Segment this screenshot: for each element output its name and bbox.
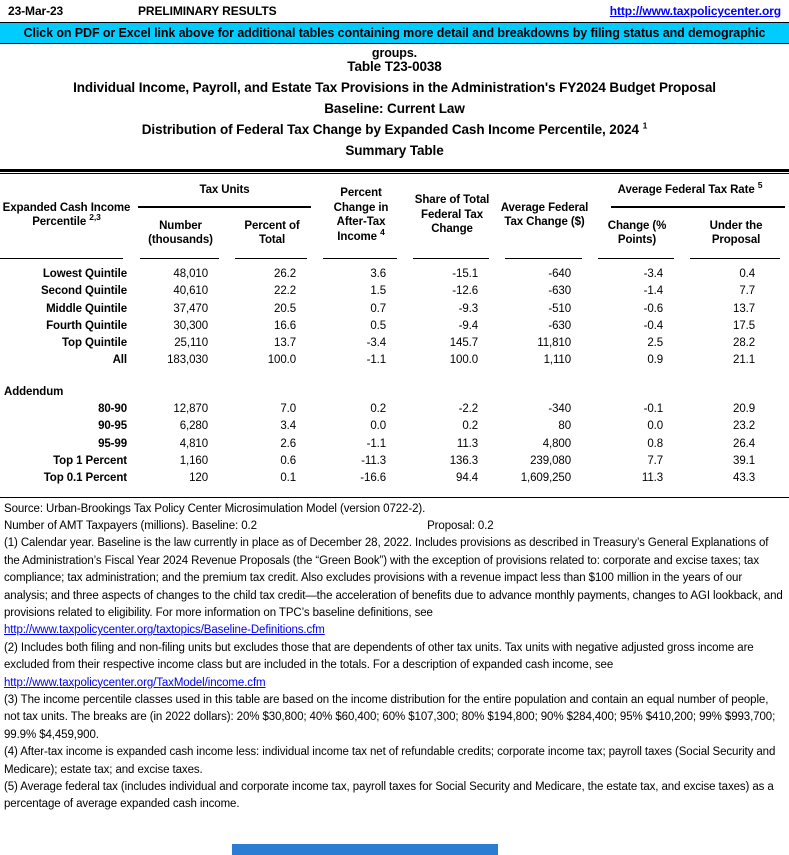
footnote-1: (1) Calendar year. Baseline is the law currently in place as of December 28, 2022. Includes provisions as described in Treasury’s General Explanations of the Administration’s Fiscal Year 2024 Revenue Proposals (the “Green Book”) with the exception of provisions related to: corporate and excise taxes; tax compliance; tax administration; and the premium tax credit. Also excludes provisions with a revenue impact less than $100 million in the years of our analysis; and three aspects of changes to the child tax credit—the acceleration of benefits due to advance monthly payments, changes to AGI lookback, and provisions related to eligibility. For more information on TPC’s baseline definitions, see bbox=[4, 537, 783, 619]
row-label: All bbox=[112, 354, 127, 367]
distribution-table bbox=[0, 174, 789, 488]
cell: 11.3 bbox=[641, 472, 664, 485]
table-row bbox=[0, 283, 789, 300]
cell: -9.4 bbox=[458, 319, 479, 332]
cell: 13.7 bbox=[733, 302, 756, 315]
footnote-ref-4: 4 bbox=[380, 226, 385, 237]
cell: 0.0 bbox=[647, 420, 664, 433]
table-row bbox=[0, 401, 789, 418]
cell: 13.7 bbox=[274, 337, 297, 350]
table-row bbox=[0, 453, 789, 470]
cell: 28.2 bbox=[733, 337, 756, 350]
baseline-definitions-link[interactable]: http://www.taxpolicycenter.org/taxtopics/Baseline-Definitions.cfm bbox=[4, 624, 325, 637]
cell: 80 bbox=[558, 420, 572, 433]
cell: 100.0 bbox=[267, 354, 297, 367]
header-group-avg-federal-tax-rate: Average Federal Tax Rate $^5$ bbox=[591, 174, 789, 210]
footnote-2: (2) Includes both filing and non-filing units but excludes those that are dependents of other tax units. Tax units with negative adjusted gross income are excluded from their respective income class but are included in the totals. For a description of expanded cash income, see bbox=[4, 641, 754, 672]
cell: 39.1 bbox=[733, 454, 756, 467]
cell: 20.5 bbox=[274, 302, 297, 315]
footnotes bbox=[0, 498, 789, 814]
cell: 0.0 bbox=[370, 420, 387, 433]
baseline-title: Baseline: Current Law bbox=[324, 101, 465, 116]
cell: 0.1 bbox=[280, 472, 297, 485]
addendum-row bbox=[0, 384, 789, 401]
summary-title: Summary Table bbox=[345, 143, 444, 158]
cell: 0.7 bbox=[370, 302, 387, 315]
cell: 0.2 bbox=[370, 403, 387, 416]
addendum-label: Addendum bbox=[4, 385, 64, 398]
cell: -630 bbox=[548, 285, 572, 298]
cell: 17.5 bbox=[733, 319, 756, 332]
footnote-ref-2-3: 2,3 bbox=[89, 212, 101, 223]
cell: 94.4 bbox=[456, 472, 479, 485]
cell: -15.1 bbox=[452, 268, 479, 280]
report-date: 23-Mar-23 bbox=[8, 4, 64, 18]
row-label: Fourth Quintile bbox=[46, 319, 127, 332]
cell: 16.6 bbox=[274, 319, 297, 332]
cell: 43.3 bbox=[733, 472, 756, 485]
source-line: Source: Urban-Brookings Tax Policy Center Microsimulation Model (version 0722-2). bbox=[4, 502, 426, 515]
cell: 0.5 bbox=[370, 319, 387, 332]
top-meta-row bbox=[0, 0, 789, 22]
cell: 2.5 bbox=[647, 337, 664, 350]
cell: 0.9 bbox=[647, 354, 664, 367]
main-title: Individual Income, Payroll, and Estate Tax Provisions in the Administration's FY2024 Budget Proposal bbox=[73, 80, 716, 95]
cell: 48,010 bbox=[173, 268, 208, 280]
cell: 0.8 bbox=[647, 437, 664, 450]
cell: -16.6 bbox=[360, 472, 387, 485]
cell: 21.1 bbox=[733, 354, 756, 367]
table-row bbox=[0, 335, 789, 352]
row-label: Top 1 Percent bbox=[53, 454, 127, 467]
footnote-3: (3) The income percentile classes used in this table are based on the income distribution for the entire population and contain an equal number of people, not tax units. The breaks are (in 2022 dollars): 20% $30,800; 40% $60,400; 60% $107,300; 80% $194,800; 90% $284,400; 95% $410,200; 99% $993,700; 99.9% $4,459,900. bbox=[4, 694, 776, 741]
table-row bbox=[0, 418, 789, 435]
cell: -1.1 bbox=[366, 354, 387, 367]
row-label: Lowest Quintile bbox=[42, 268, 127, 280]
header-expanded-cash-income: Expanded Cash Income Percentile $^{2,3}$ bbox=[0, 174, 133, 260]
cell: -3.4 bbox=[366, 337, 387, 350]
preliminary-results-label: PRELIMINARY RESULTS bbox=[138, 4, 277, 18]
cell: 0.2 bbox=[462, 420, 479, 433]
table-row bbox=[0, 301, 789, 318]
cell: 40,610 bbox=[173, 285, 208, 298]
cell: -1.4 bbox=[643, 285, 664, 298]
cell: 136.3 bbox=[449, 454, 479, 467]
table-row bbox=[0, 436, 789, 453]
cell: 1,609,250 bbox=[520, 472, 572, 485]
cell: -510 bbox=[548, 302, 572, 315]
header-under-proposal: Under the Proposal bbox=[683, 210, 789, 260]
row-label: 90-95 bbox=[98, 420, 127, 433]
row-label: Middle Quintile bbox=[46, 302, 127, 315]
footnote-ref-1: 1 bbox=[642, 120, 648, 131]
cell: 3.4 bbox=[280, 420, 297, 433]
footnote-5: (5) Average federal tax (includes individual and corporate income tax, payroll taxes for Social Security and Medicare, the estate tax, and excise taxes) as a percentage of average expanded cash income. bbox=[4, 781, 774, 811]
header-number-thousands: Number (thousands) bbox=[133, 210, 228, 260]
income-definition-link[interactable]: http://www.taxpolicycenter.org/TaxModel/income.cfm bbox=[4, 676, 266, 689]
cell: -0.6 bbox=[643, 302, 664, 315]
cell: 23.2 bbox=[733, 420, 756, 433]
cell: 20.9 bbox=[733, 403, 756, 416]
bottom-bar bbox=[232, 844, 498, 855]
cell: 120 bbox=[189, 472, 208, 485]
row-label: 80-90 bbox=[98, 403, 127, 416]
cell: -2.2 bbox=[458, 403, 479, 416]
table-row bbox=[0, 470, 789, 487]
cell: 1,110 bbox=[543, 354, 572, 367]
distribution-title: Distribution of Federal Tax Change by Expanded Cash Income Percentile, 2024 $^1$ bbox=[141, 120, 648, 137]
row-label: 95-99 bbox=[98, 437, 127, 450]
table-row bbox=[0, 352, 789, 369]
cell: 2.6 bbox=[280, 437, 297, 450]
header-share-of-total: Share of Total Federal Tax Change bbox=[406, 174, 498, 260]
cell: 11.3 bbox=[456, 437, 479, 450]
cell: 7.7 bbox=[647, 454, 664, 467]
cell: -640 bbox=[548, 268, 572, 280]
cell: 7.0 bbox=[280, 403, 297, 416]
table-number-title: Table T23-0038 bbox=[347, 59, 442, 74]
spacer-row bbox=[0, 370, 789, 384]
cell: -0.4 bbox=[643, 319, 664, 332]
cell: 26.2 bbox=[274, 268, 297, 280]
footnote-ref-5: 5 bbox=[757, 179, 763, 190]
amt-proposal: Proposal: 0.2 bbox=[427, 519, 494, 532]
cell: 100.0 bbox=[449, 354, 479, 367]
cell: 30,300 bbox=[173, 319, 208, 332]
cell: -1.1 bbox=[366, 437, 387, 450]
header-percent-of-total: Percent of Total bbox=[228, 210, 316, 260]
cell: 12,870 bbox=[173, 403, 208, 416]
cell: 7.7 bbox=[739, 285, 756, 298]
row-label: Second Quintile bbox=[40, 285, 127, 298]
cell: -12.6 bbox=[452, 285, 479, 298]
cell: -0.1 bbox=[643, 403, 664, 416]
footnote-4: (4) After-tax income is expanded cash income less: individual income tax net of refundable credits; corporate income tax; payroll taxes (Social Security and Medicare); estate tax; and excise taxes. bbox=[4, 746, 776, 776]
cell: 1,160 bbox=[179, 454, 208, 467]
cell: -9.3 bbox=[458, 302, 479, 315]
cell: 4,800 bbox=[542, 437, 572, 450]
cell: 25,110 bbox=[174, 337, 208, 350]
cell: 4,810 bbox=[179, 437, 208, 450]
cell: -340 bbox=[548, 403, 572, 416]
taxpolicycenter-link[interactable]: http://www.taxpolicycenter.org bbox=[609, 4, 781, 18]
cell: 1.5 bbox=[370, 285, 387, 298]
cell: -630 bbox=[548, 319, 572, 332]
cell: 183,030 bbox=[167, 354, 208, 367]
title-block bbox=[0, 56, 789, 161]
cell: 22.2 bbox=[274, 285, 297, 298]
cell: 26.4 bbox=[733, 437, 756, 450]
header-avg-federal-tax-change: Average Federal Tax Change ($) bbox=[498, 174, 591, 260]
cell: 239,080 bbox=[530, 454, 572, 467]
table-row bbox=[0, 318, 789, 335]
cell: 3.6 bbox=[370, 268, 387, 280]
cell: 0.6 bbox=[280, 454, 297, 467]
amt-line bbox=[4, 518, 783, 535]
cell: -11.3 bbox=[361, 454, 387, 467]
cell: -3.4 bbox=[643, 268, 664, 280]
cell: 37,470 bbox=[173, 302, 208, 315]
header-change-points: Change (% Points) bbox=[591, 210, 683, 260]
cell: 6,280 bbox=[179, 420, 208, 433]
row-label: Top 0.1 Percent bbox=[43, 472, 127, 485]
cell: 0.4 bbox=[739, 268, 756, 280]
header-pct-change-after-tax-income: Percent Change in After-Tax Income $^4$ bbox=[316, 174, 406, 260]
row-label: Top Quintile bbox=[61, 337, 127, 350]
table-row bbox=[0, 260, 789, 283]
amt-baseline: Number of AMT Taxpayers (millions). Baseline: 0.2 bbox=[4, 519, 257, 532]
cell: 145.7 bbox=[449, 337, 479, 350]
cell: 11,810 bbox=[537, 337, 572, 350]
header-group-tax-units: Tax Units bbox=[133, 174, 316, 210]
banner: Click on PDF or Excel link above for additional tables containing more detail and breakdowns by filing status and demographic groups. bbox=[0, 22, 789, 44]
